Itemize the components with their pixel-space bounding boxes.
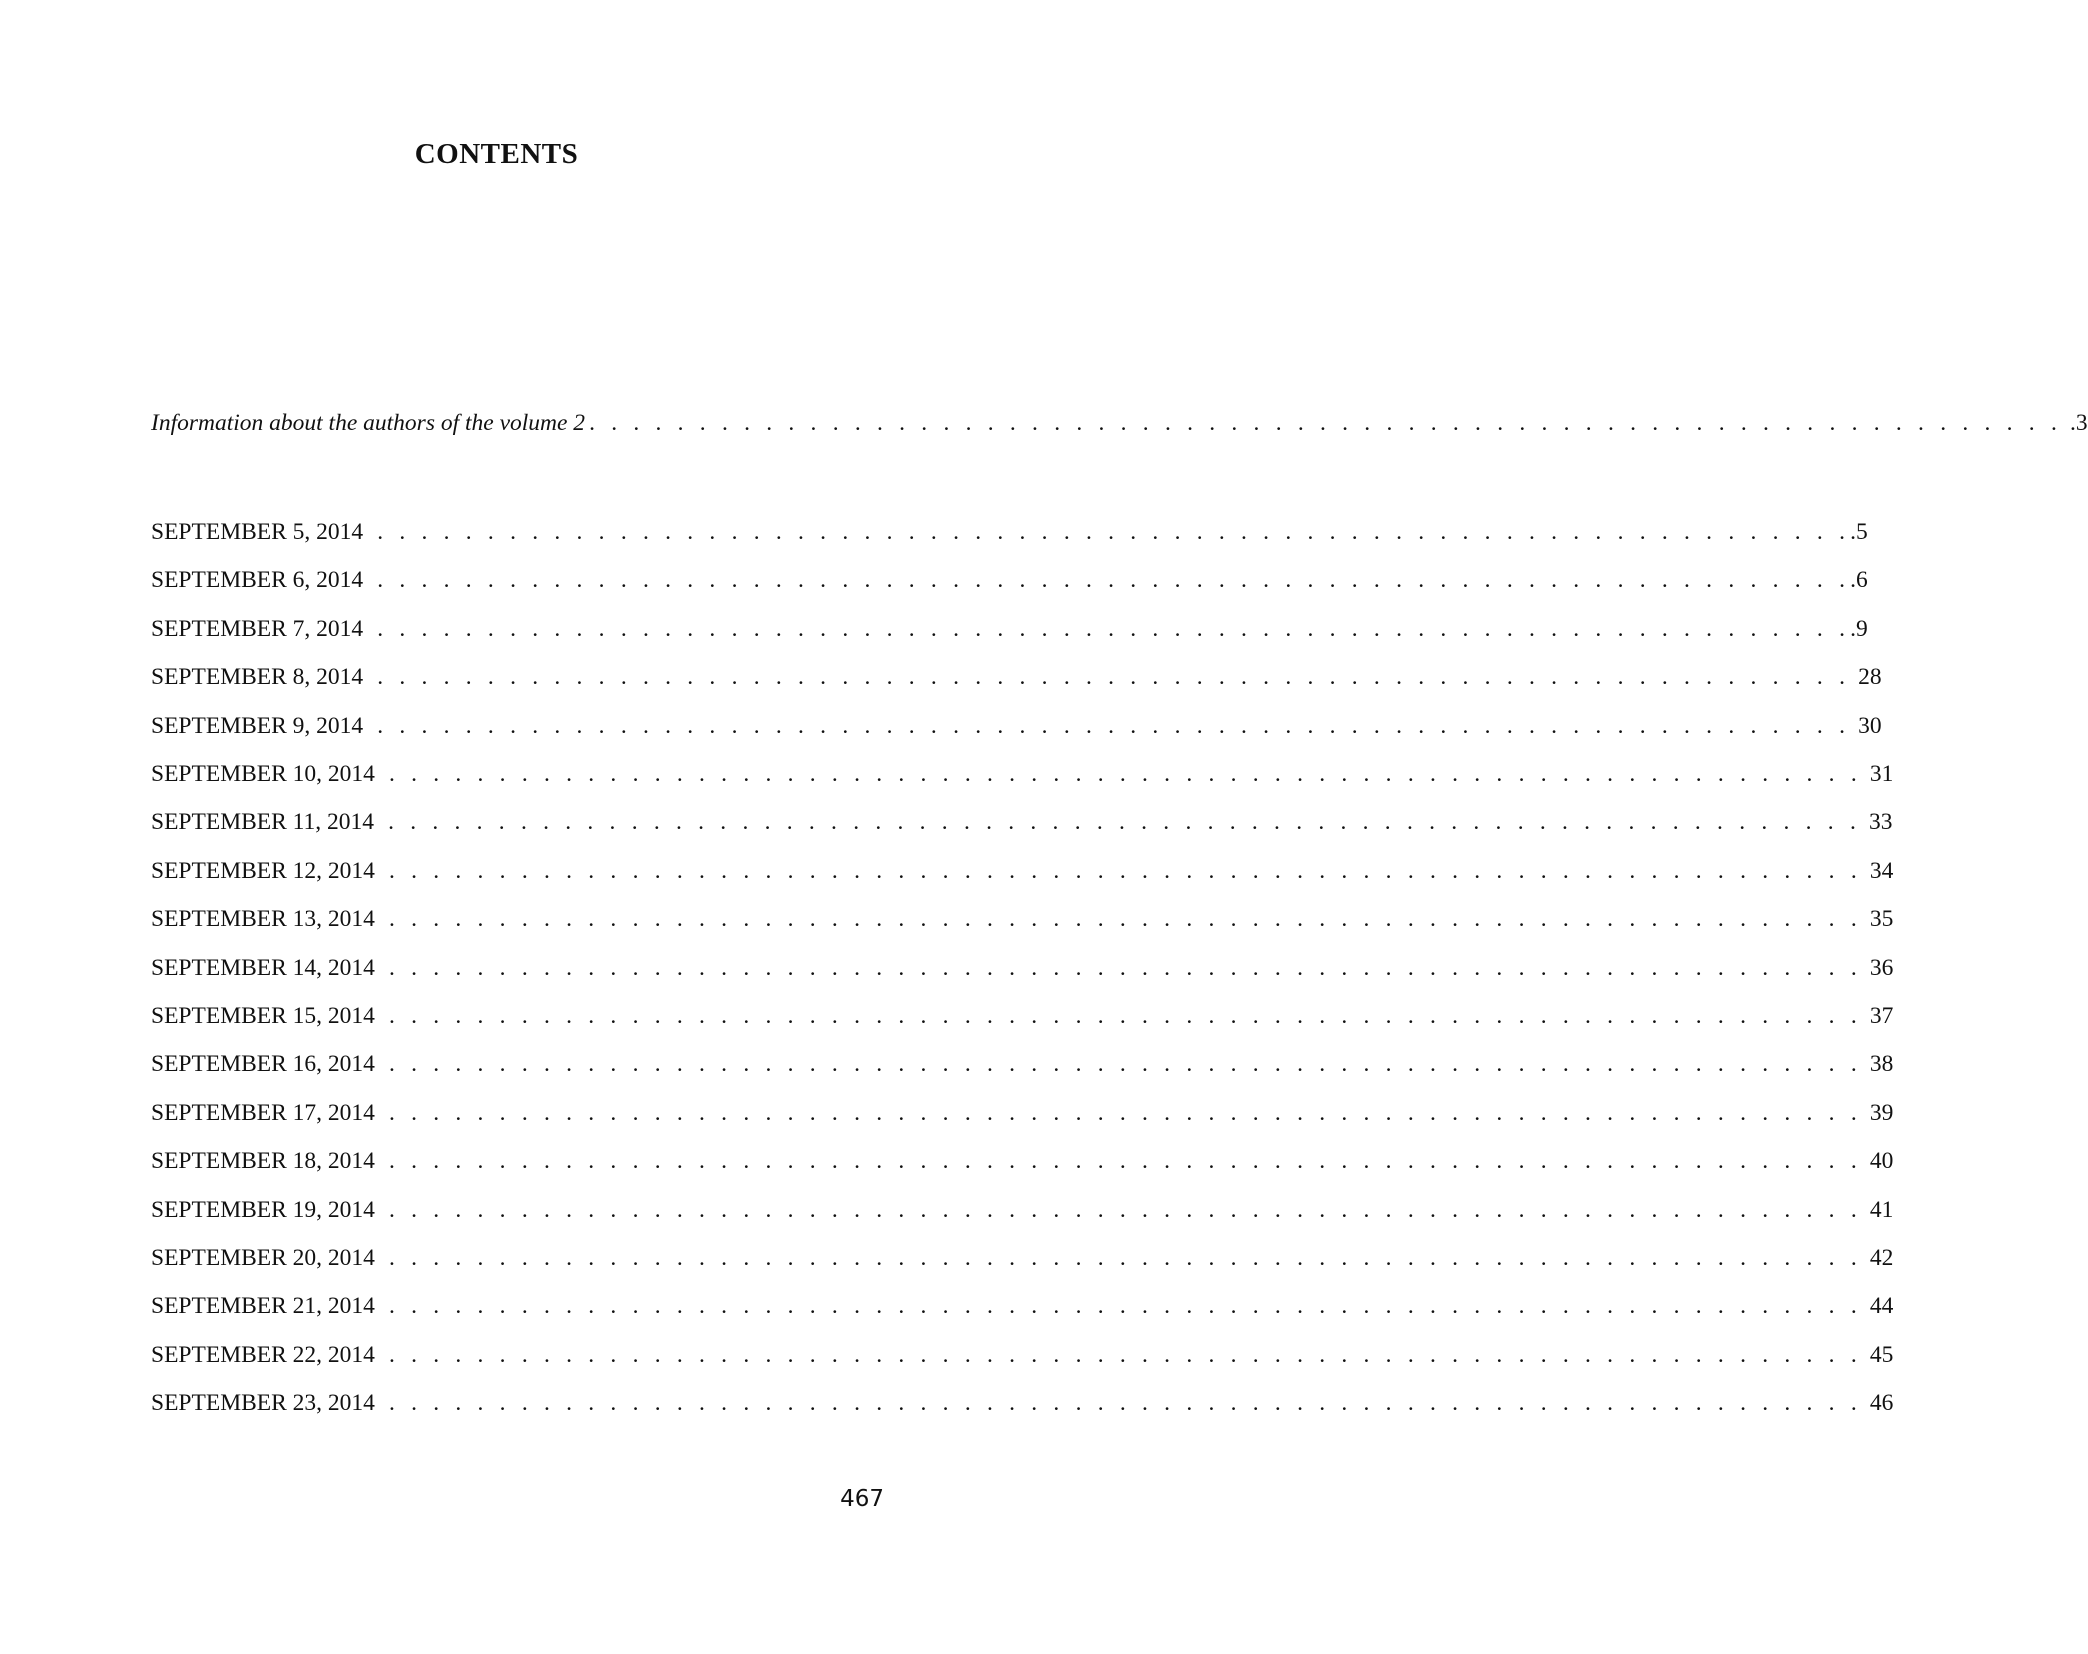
toc-entry-label: SEPTEMBER 8, 2014 bbox=[151, 664, 364, 691]
toc-entry-page: 37 bbox=[1869, 1003, 1894, 1029]
toc-entry-label: SEPTEMBER 14, 2014 bbox=[151, 954, 375, 981]
dot-leader: . . . . . . . . . . . . . . . . . . . . . . . . . . . . . . . . . . . . . . . . . . . . . . . . . . . . . . . . . . . . . . . . . . . bbox=[388, 1099, 1862, 1126]
dot-leader: . . . . . . . . . . . . . . . . . . . . . . . . . . . . . . . . . . . . . . . . . . . . . . . . . . . . . . . . . . . . . . . . . . . bbox=[388, 1148, 1862, 1175]
toc-entry bbox=[151, 660, 1882, 694]
toc-entry bbox=[151, 902, 1894, 936]
toc-entry-label: SEPTEMBER 22, 2014 bbox=[151, 1341, 375, 1368]
toc-entry bbox=[151, 757, 1894, 791]
toc-entry-page: 42 bbox=[1869, 1245, 1894, 1271]
toc-entry-page: .5 bbox=[1850, 519, 1868, 545]
dot-leader: . . . . . . . . . . . . . . . . . . . . . . . . . . . . . . . . . . . . . . . . . . . . . . . . . . . . . . . . . . . . . . . . . . . bbox=[388, 1390, 1862, 1417]
toc-entry-label: SEPTEMBER 11, 2014 bbox=[151, 809, 375, 836]
toc-entry-label: SEPTEMBER 16, 2014 bbox=[151, 1051, 375, 1078]
dot-leader: . . . . . . . . . . . . . . . . . . . . . . . . . . . . . . . . . . . . . . . . . . . . . . . . . . . . . . . . . . . . . . . . . . . bbox=[589, 410, 2063, 436]
toc-entry-label: Information about the authors of the volume 2 bbox=[151, 410, 586, 436]
toc-entry bbox=[151, 1241, 1894, 1275]
toc-entry bbox=[151, 805, 1893, 839]
dot-leader: . . . . . . . . . . . . . . . . . . . . . . . . . . . . . . . . . . . . . . . . . . . . . . . . . . . . . . . . . . . . . . . . . . . bbox=[388, 1003, 1862, 1029]
dot-leader: . . . . . . . . . . . . . . . . . . . . . . . . . . . . . . . . . . . . . . . . . . . . . . . . . . . . . . . . . . . . . . . . . . . bbox=[388, 1341, 1862, 1368]
toc-entry-page: 33 bbox=[1869, 809, 1893, 836]
toc-entry-page: 46 bbox=[1869, 1390, 1894, 1417]
dot-leader: . . . . . . . . . . . . . . . . . . . . . . . . . . . . . . . . . . . . . . . . . . . . . . . . . . . . . . . . . . . . . . . . . . . bbox=[388, 1196, 1862, 1223]
toc-entry-page: 31 bbox=[1869, 761, 1894, 787]
toc-entry-page: .3 bbox=[2070, 410, 2088, 436]
toc-entry-label: SEPTEMBER 6, 2014 bbox=[151, 567, 364, 594]
toc-entry-page: .9 bbox=[1850, 615, 1868, 642]
toc-entry-page: 35 bbox=[1869, 906, 1894, 933]
toc-entry-label: SEPTEMBER 13, 2014 bbox=[151, 906, 375, 933]
toc-entry bbox=[151, 563, 1868, 597]
dot-leader: . . . . . . . . . . . . . . . . . . . . . . . . . . . . . . . . . . . . . . . . . . . . . . . . . . . . . . . . . . . . . . . . . . . bbox=[388, 1051, 1862, 1078]
toc-entry bbox=[151, 999, 1894, 1033]
toc-entry bbox=[151, 1289, 1894, 1323]
dot-leader: . . . . . . . . . . . . . . . . . . . . . . . . . . . . . . . . . . . . . . . . . . . . . . . . . . . . . . . . . . . . . . . . . . . bbox=[388, 906, 1862, 933]
toc-entry bbox=[151, 709, 1882, 743]
toc-entry bbox=[151, 515, 1868, 549]
dot-leader: . . . . . . . . . . . . . . . . . . . . . . . . . . . . . . . . . . . . . . . . . . . . . . . . . . . . . . . . . . . . . . . . . . . bbox=[388, 761, 1862, 787]
toc-entry-page: 45 bbox=[1869, 1341, 1894, 1368]
toc-entry bbox=[151, 1193, 1894, 1227]
dot-leader: . . . . . . . . . . . . . . . . . . . . . . . . . . . . . . . . . . . . . . . . . . . . . . . . . . . . . . . . . . . . . . . . . . . bbox=[388, 1293, 1862, 1320]
toc-entry-page: 39 bbox=[1869, 1099, 1894, 1126]
dot-leader: . . . . . . . . . . . . . . . . . . . . . . . . . . . . . . . . . . . . . . . . . . . . . . . . . . . . . . . . . . . . . . . . . . . bbox=[377, 615, 1851, 642]
toc-entry-page: 36 bbox=[1869, 954, 1894, 981]
toc-entry-page: 40 bbox=[1869, 1148, 1894, 1175]
dot-leader: . . . . . . . . . . . . . . . . . . . . . . . . . . . . . . . . . . . . . . . . . . . . . . . . . . . . . . . . . . . . . . . . . . . bbox=[377, 664, 1851, 691]
toc-entry-label: SEPTEMBER 9, 2014 bbox=[151, 712, 364, 739]
page-number: 467 bbox=[840, 1486, 884, 1512]
toc-entry bbox=[151, 1047, 1894, 1081]
toc-entry bbox=[151, 1338, 1894, 1372]
toc-entry-page: 28 bbox=[1858, 664, 1882, 691]
toc-entry-page: 44 bbox=[1869, 1293, 1894, 1320]
toc-entry bbox=[151, 612, 1868, 646]
dot-leader: . . . . . . . . . . . . . . . . . . . . . . . . . . . . . . . . . . . . . . . . . . . . . . . . . . . . . . . . . . . . . . . . . . . bbox=[377, 519, 1851, 545]
toc-entry-page: 34 bbox=[1869, 857, 1894, 884]
toc-entry-authors-info bbox=[151, 406, 2088, 440]
toc-entry bbox=[151, 1386, 1894, 1420]
toc-entry-label: SEPTEMBER 20, 2014 bbox=[151, 1245, 375, 1271]
toc-entry-label: SEPTEMBER 19, 2014 bbox=[151, 1196, 375, 1223]
dot-leader: . . . . . . . . . . . . . . . . . . . . . . . . . . . . . . . . . . . . . . . . . . . . . . . . . . . . . . . . . . . . . . . . . . . bbox=[388, 857, 1862, 884]
toc-entry-page: 30 bbox=[1858, 712, 1882, 739]
toc-entry bbox=[151, 951, 1894, 985]
toc-entry-label: SEPTEMBER 17, 2014 bbox=[151, 1099, 375, 1126]
toc-entry-page: .6 bbox=[1850, 567, 1868, 594]
toc-entry bbox=[151, 1096, 1894, 1130]
toc-entry-page: 38 bbox=[1869, 1051, 1894, 1078]
toc-entry-label: SEPTEMBER 15, 2014 bbox=[151, 1003, 375, 1029]
toc-entry-page: 41 bbox=[1869, 1196, 1894, 1223]
toc-entry bbox=[151, 1144, 1894, 1178]
page-title: CONTENTS bbox=[414, 138, 579, 170]
toc-entry-label: SEPTEMBER 21, 2014 bbox=[151, 1293, 375, 1320]
dot-leader: . . . . . . . . . . . . . . . . . . . . . . . . . . . . . . . . . . . . . . . . . . . . . . . . . . . . . . . . . . . . . . . . . . . bbox=[377, 712, 1851, 739]
dot-leader: . . . . . . . . . . . . . . . . . . . . . . . . . . . . . . . . . . . . . . . . . . . . . . . . . . . . . . . . . . . . . . . . . . . bbox=[388, 1245, 1862, 1271]
toc-entry-label: SEPTEMBER 10, 2014 bbox=[151, 761, 375, 787]
toc-entry-label: SEPTEMBER 18, 2014 bbox=[151, 1148, 375, 1175]
dot-leader: . . . . . . . . . . . . . . . . . . . . . . . . . . . . . . . . . . . . . . . . . . . . . . . . . . . . . . . . . . . . . . . . . . . bbox=[388, 809, 1862, 836]
toc-entry-label: SEPTEMBER 12, 2014 bbox=[151, 857, 375, 884]
dot-leader: . . . . . . . . . . . . . . . . . . . . . . . . . . . . . . . . . . . . . . . . . . . . . . . . . . . . . . . . . . . . . . . . . . . bbox=[377, 567, 1851, 594]
toc-entry-label: SEPTEMBER 7, 2014 bbox=[151, 615, 364, 642]
toc-entry-label: SEPTEMBER 23, 2014 bbox=[151, 1390, 375, 1417]
dot-leader: . . . . . . . . . . . . . . . . . . . . . . . . . . . . . . . . . . . . . . . . . . . . . . . . . . . . . . . . . . . . . . . . . . . bbox=[388, 954, 1862, 981]
toc-entry-label: SEPTEMBER 5, 2014 bbox=[151, 519, 364, 545]
toc-entry bbox=[151, 854, 1894, 888]
